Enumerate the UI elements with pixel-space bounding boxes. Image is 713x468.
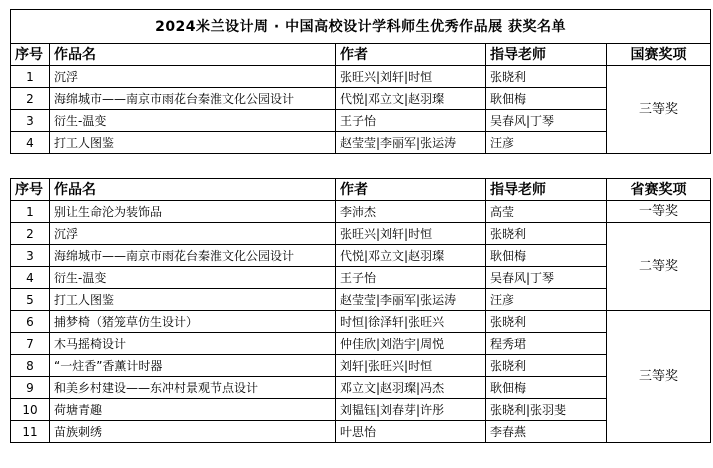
- table-row: 4 打工人图鉴 赵莹莹|李丽军|张运涛 汪彦: [11, 132, 711, 154]
- third-prize-cell: 三等奖: [607, 311, 711, 443]
- header-provincial-award: 省赛奖项: [607, 179, 711, 201]
- national-award-cell: 三等奖: [607, 66, 711, 154]
- header-work: 作品名: [50, 44, 336, 66]
- table-row: 2 海绵城市——南京市雨花台秦淮文化公园设计 代悦|邓立文|赵羽璨 耿佃梅: [11, 88, 711, 110]
- table-row: 7 木马摇椅设计 仲佳欣|刘浩宇|周悦 程秀珺: [11, 333, 711, 355]
- table-row: 5 打工人图鉴 赵莹莹|李丽军|张运涛 汪彦: [11, 289, 711, 311]
- table-row: 1 沉浮 张旺兴|刘轩|时恒 张晓利 三等奖: [11, 66, 711, 88]
- second-prize-cell: 二等奖: [607, 223, 711, 311]
- table-gap: [10, 154, 710, 178]
- page-title: 2024米兰设计周 · 中国高校设计学科师生优秀作品展 获奖名单: [11, 10, 711, 44]
- header-national-award: 国赛奖项: [607, 44, 711, 66]
- table-row: 1 别让生命沦为装饰品 李沛杰 高莹 一等奖: [11, 201, 711, 223]
- header-no: 序号: [11, 179, 50, 201]
- table-row: 3 衍生-温变 王子怡 吴春风|丁琴: [11, 110, 711, 132]
- table-row: 4 衍生-温变 王子怡 吴春风|丁琴: [11, 267, 711, 289]
- table-row: 9 和美乡村建设——东冲村景观节点设计 邓立文|赵羽璨|冯杰 耿佃梅: [11, 377, 711, 399]
- table-row: 6 捕梦椅（猪笼草仿生设计） 时恒|徐泽轩|张旺兴 张晓利 三等奖: [11, 311, 711, 333]
- header-no: 序号: [11, 44, 50, 66]
- header-work: 作品名: [50, 179, 336, 201]
- table-row: 3 海绵城市——南京市雨花台秦淮文化公园设计 代悦|邓立文|赵羽璨 耿佃梅: [11, 245, 711, 267]
- national-award-table: [10, 9, 711, 154]
- header-advisor: 指导老师: [486, 44, 607, 66]
- table-row: 2 沉浮 张旺兴|刘轩|时恒 张晓利 二等奖: [11, 223, 711, 245]
- provincial-award-table: [10, 178, 711, 443]
- header-advisor: 指导老师: [486, 179, 607, 201]
- header-author: 作者: [336, 44, 486, 66]
- table-row: 8 “一炷香”香薰计时器 刘轩|张旺兴|时恒 张晓利: [11, 355, 711, 377]
- header-author: 作者: [336, 179, 486, 201]
- first-prize-cell: 一等奖: [607, 201, 711, 223]
- table-row: 10 荷塘青趣 刘韫钰|刘春芽|许彤 张晓利|张羽斐: [11, 399, 711, 421]
- table-row: 11 苗族刺绣 叶思怡 李春燕: [11, 421, 711, 443]
- award-sheet: [10, 9, 710, 443]
